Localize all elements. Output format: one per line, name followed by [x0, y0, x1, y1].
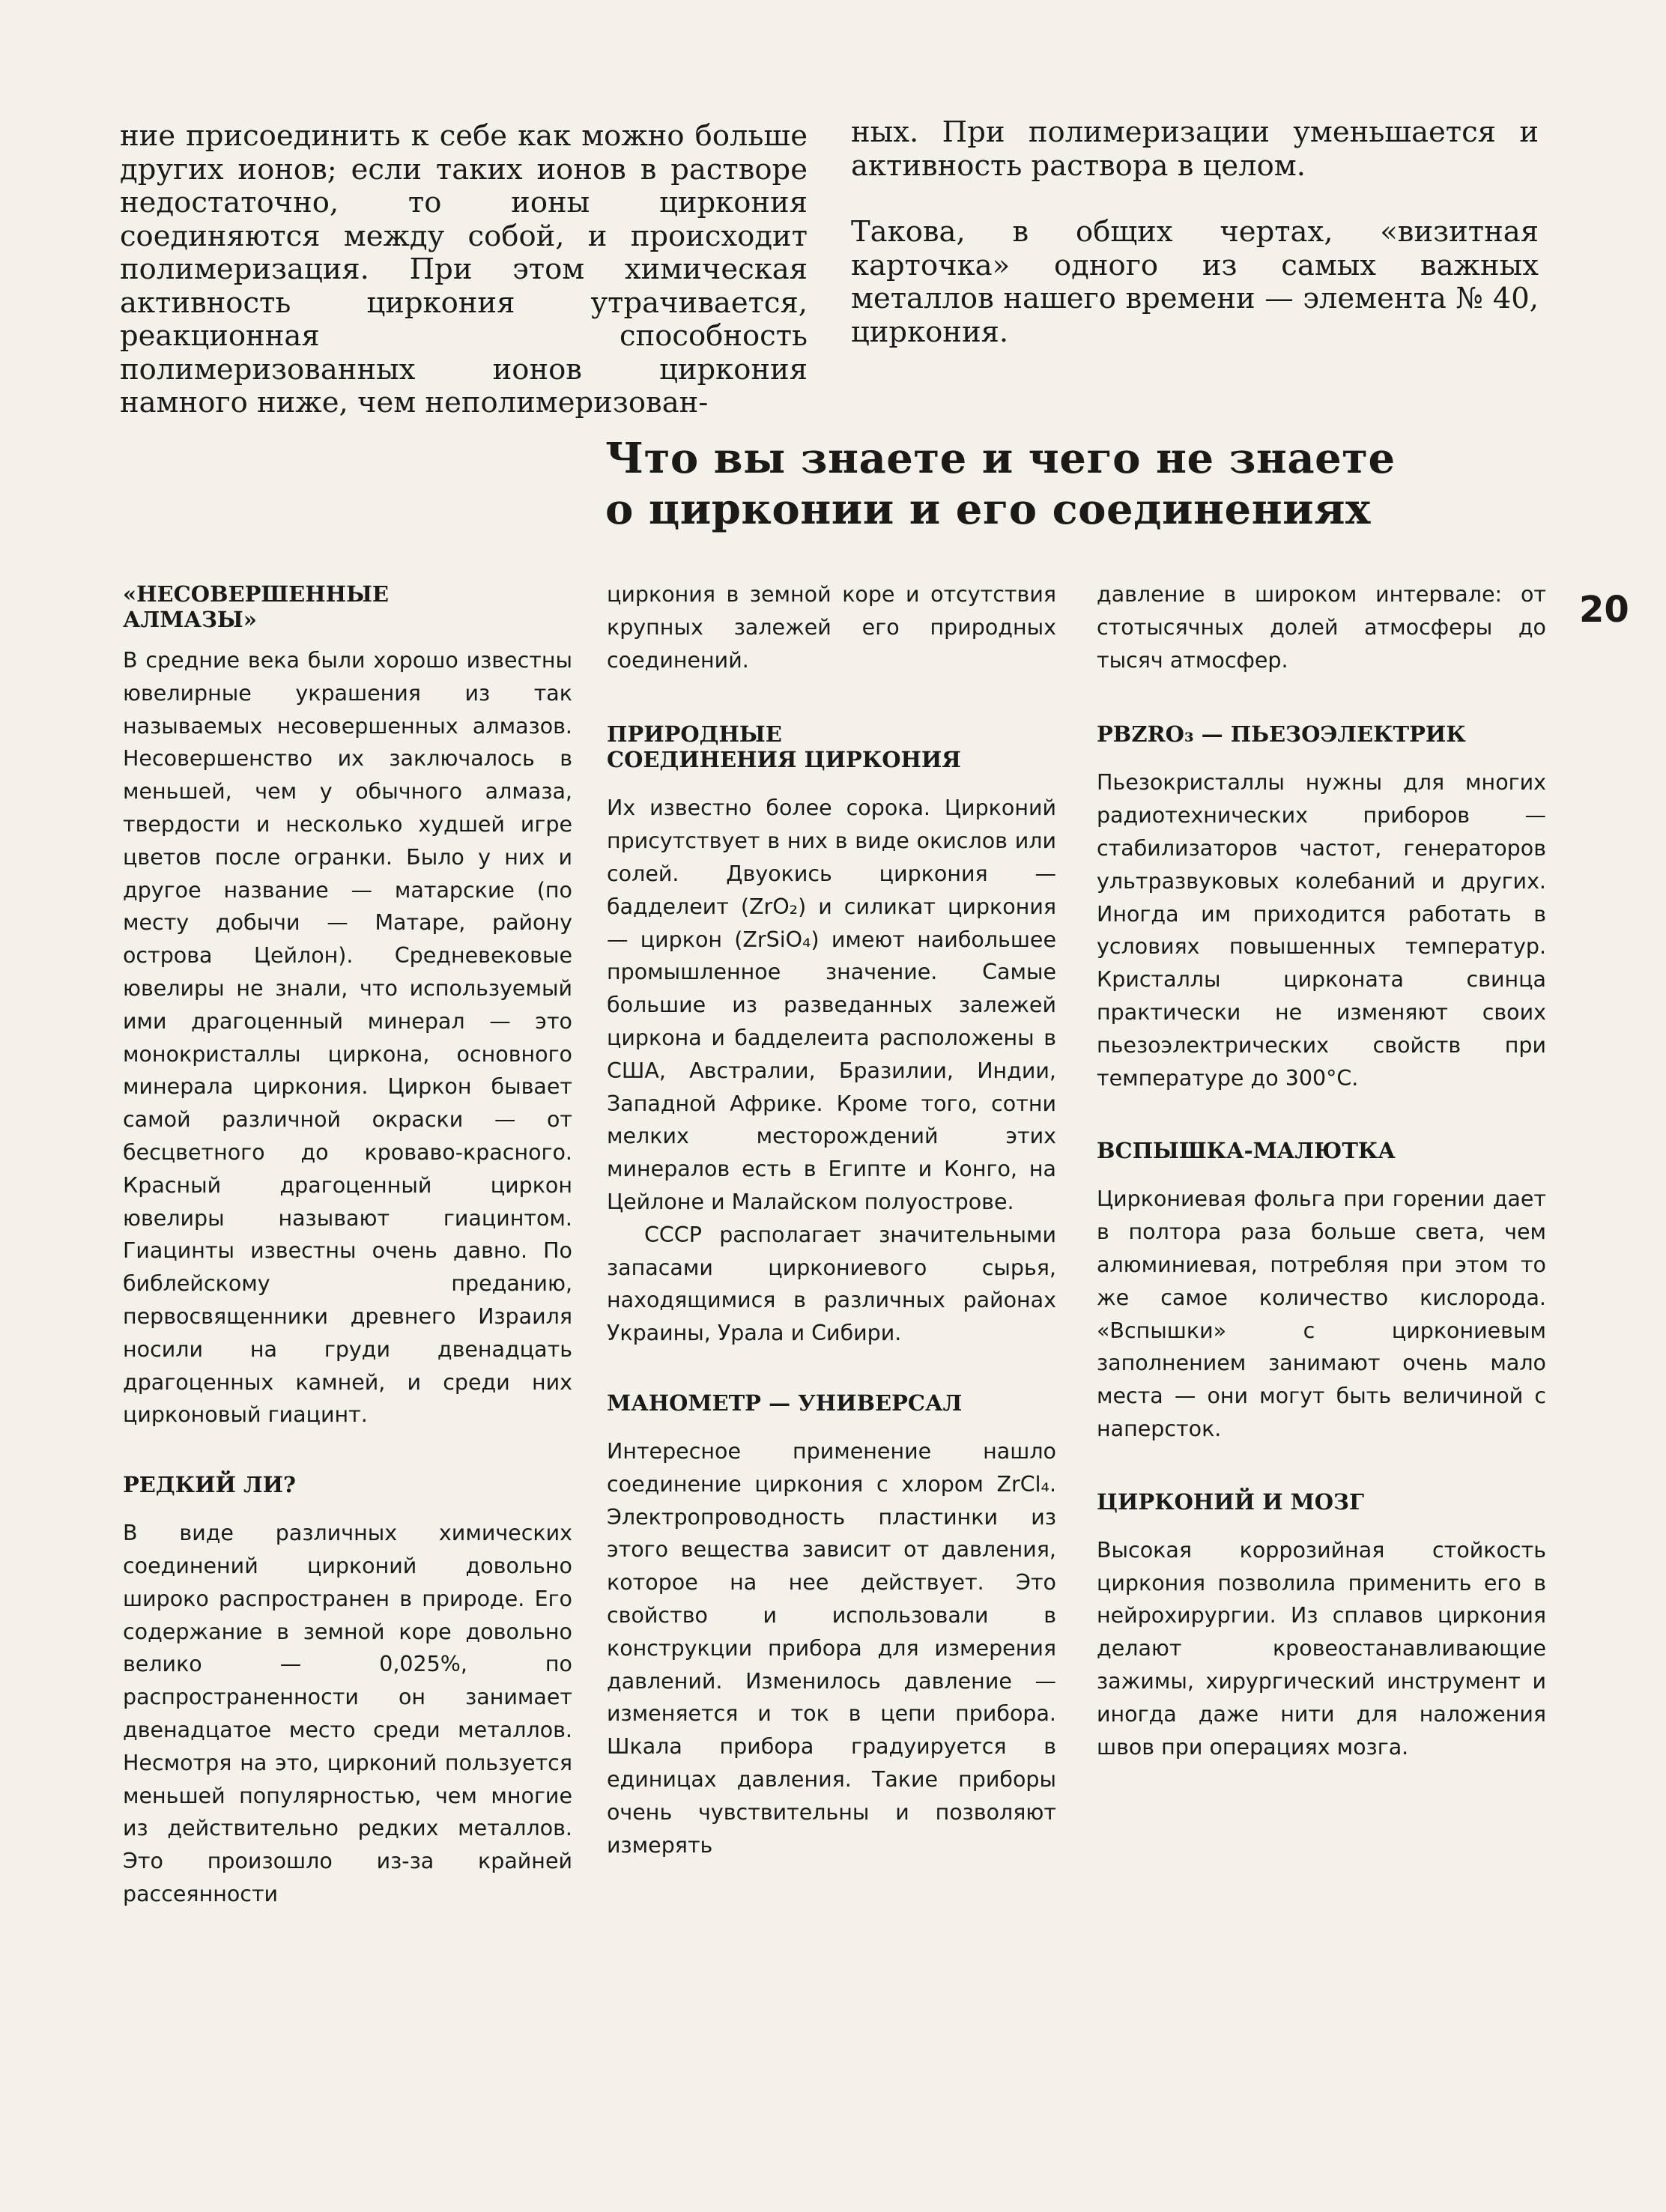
article-heading	[605, 433, 1579, 535]
column-3	[1097, 578, 1546, 1763]
column-2	[607, 578, 1056, 1861]
section-title-vspyshka-malyutka: ВСПЫШКА-МАЛЮТКА	[1097, 1138, 1396, 1164]
section-title-nesovershennye-almazy	[123, 581, 572, 632]
title-line: «НЕСОВЕРШЕННЫЕ	[123, 581, 390, 607]
section-body: В виде различных химических соединений цирконий довольно широко распространен в природе. Его содержание в земной коре довольно велико — 0,025%, по распространенности он занимает двенадцатое место среди металлов. Несмотря на это, цирконий пользуется меньшей популярностью, чем многие из действительно редких металлов. Это произошло из-за крайней рассеянности	[123, 1521, 572, 1906]
section-body: Циркониевая фольга при горении дает в полтора раза больше света, чем алюминиевая, потребляя при этом то же самое количество кислорода. «Вспышки» с циркониевым заполнением занимают очень мало места — они могут быть величиной с наперсток.	[1097, 1187, 1546, 1441]
section-title-prirodnye-soedineniya	[607, 721, 1056, 772]
section-body: Пьезокристаллы нужны для многих радиотехнических приборов — стабилизаторов частот, генераторов ультразвуковых колебаний и других. Иногда им приходится работать в условиях повышенных температур. Кристаллы цирконата свинца практически не изменяют своих пьезоэлектрических свойств при температуре до 300°С.	[1097, 770, 1546, 1091]
top-paragraph: Такова, в общих чертах, «визитная карточка» одного из самых важных металлов нашего времени — элемента № 40, циркония.	[851, 215, 1539, 349]
section-body: СССР располагает значительными запасами циркониевого сырья, находящимися в различных районах Украины, Урала и Сибири.	[607, 1222, 1056, 1346]
top-paragraph: ние присоединить к себе как можно больше других ионов; если таких ионов в растворе недостаточно, то ионы циркония соединяются между собой, и происходит полимеризация. При этом химическая активность циркония утрачивается, реакционная способность полимеризованных ионов циркония намного ниже, чем неполимеризован-	[120, 119, 808, 419]
section-body: В средние века были хорошо известны ювелирные украшения из так называемых несовершенных алмазов. Несовершенство их заключалось в меньшей, чем у обычного алмаза, твердости и несколько худшей игре цветов после огранки. Было у них и другое название — матарские (по месту добычи — Матаре, району острова Цейлон). Средневековые ювелиры не знали, что используемый ими драгоценный минерал — это монокристаллы циркона, основного минерала циркония. Циркон бывает самой различной окраски — от бесцветного до кроваво-красного. Красный драгоценный циркон ювелиры называют гиацинтом. Гиацинты известны очень давно. По библейскому преданию, первосвященники древнего Израиля носили на груди двенадцать драгоценных камней, и среди них цирконовый гиацинт.	[123, 648, 572, 1428]
heading-line: Что вы знаете и чего не знаете	[605, 434, 1396, 483]
continued-text: давление в широком интервале: от стотысячных долей атмосферы до тысяч атмосфер.	[1097, 582, 1546, 673]
section-title-redkiy-li: РЕДКИЙ ЛИ?	[123, 1472, 297, 1498]
section-body: Интересное применение нашло соединение циркония с хлором ZrCl₄. Электропроводность пластинки из этого вещества зависит от давления, которое на нее действует. Это свойство и использовали в конструкции прибора для измерения давлений. Изменилось давление — изменяется и ток в цепи прибора. Шкала прибора градуируется в единицах давления. Такие приборы очень чувствительны и позволяют измерять	[607, 1438, 1056, 1858]
section-body: Высокая коррозийная стойкость циркония позволила применить его в нейрохирургии. Из сплавов циркония делают кровеостанавливающие зажимы, хирургический инструмент и иногда даже нити для наложения швов при операциях мозга.	[1097, 1537, 1546, 1760]
section-title-piezoelektrik: PBZRO₃ — ПЬЕЗОЭЛЕКТРИК	[1097, 721, 1466, 748]
title-line: АЛМАЗЫ»	[123, 607, 257, 632]
column-1	[123, 581, 572, 1911]
title-line: ПРИРОДНЫЕ	[607, 721, 782, 748]
top-text-col2	[851, 116, 1539, 349]
top-paragraph: ных. При полимеризации уменьшается и активность раствора в целом.	[851, 115, 1539, 183]
section-title-manometr: МАНОМЕТР — УНИВЕРСАЛ	[607, 1390, 963, 1416]
continued-text: циркония в земной коре и отсутствия крупных залежей его природных соединений.	[607, 582, 1056, 673]
section-body: Их известно более сорока. Цирконий присутствует в них в виде окислов или солей. Двуокись циркония — бадделеит (ZrO₂) и силикат циркония — циркон (ZrSiO₄) имеют наибольшее промышленное значение. Самые большие из разведанных залежей циркона и бадделеита расположены в США, Австралии, Бразилии, Индии, Западной Африке. Кроме того, сотни мелких месторождений этих минералов есть в Египте и Конго, на Цейлоне и Малайском полуострове.	[607, 796, 1056, 1214]
page-number: 20	[1579, 589, 1629, 631]
top-text-col1	[120, 120, 808, 420]
section-title-tsirkoniy-i-mozg: ЦИРКОНИЙ И МОЗГ	[1097, 1488, 1364, 1515]
title-line: СОЕДИНЕНИЯ ЦИРКОНИЯ	[607, 747, 961, 773]
heading-line: о цирконии и его соединениях	[605, 485, 1371, 534]
